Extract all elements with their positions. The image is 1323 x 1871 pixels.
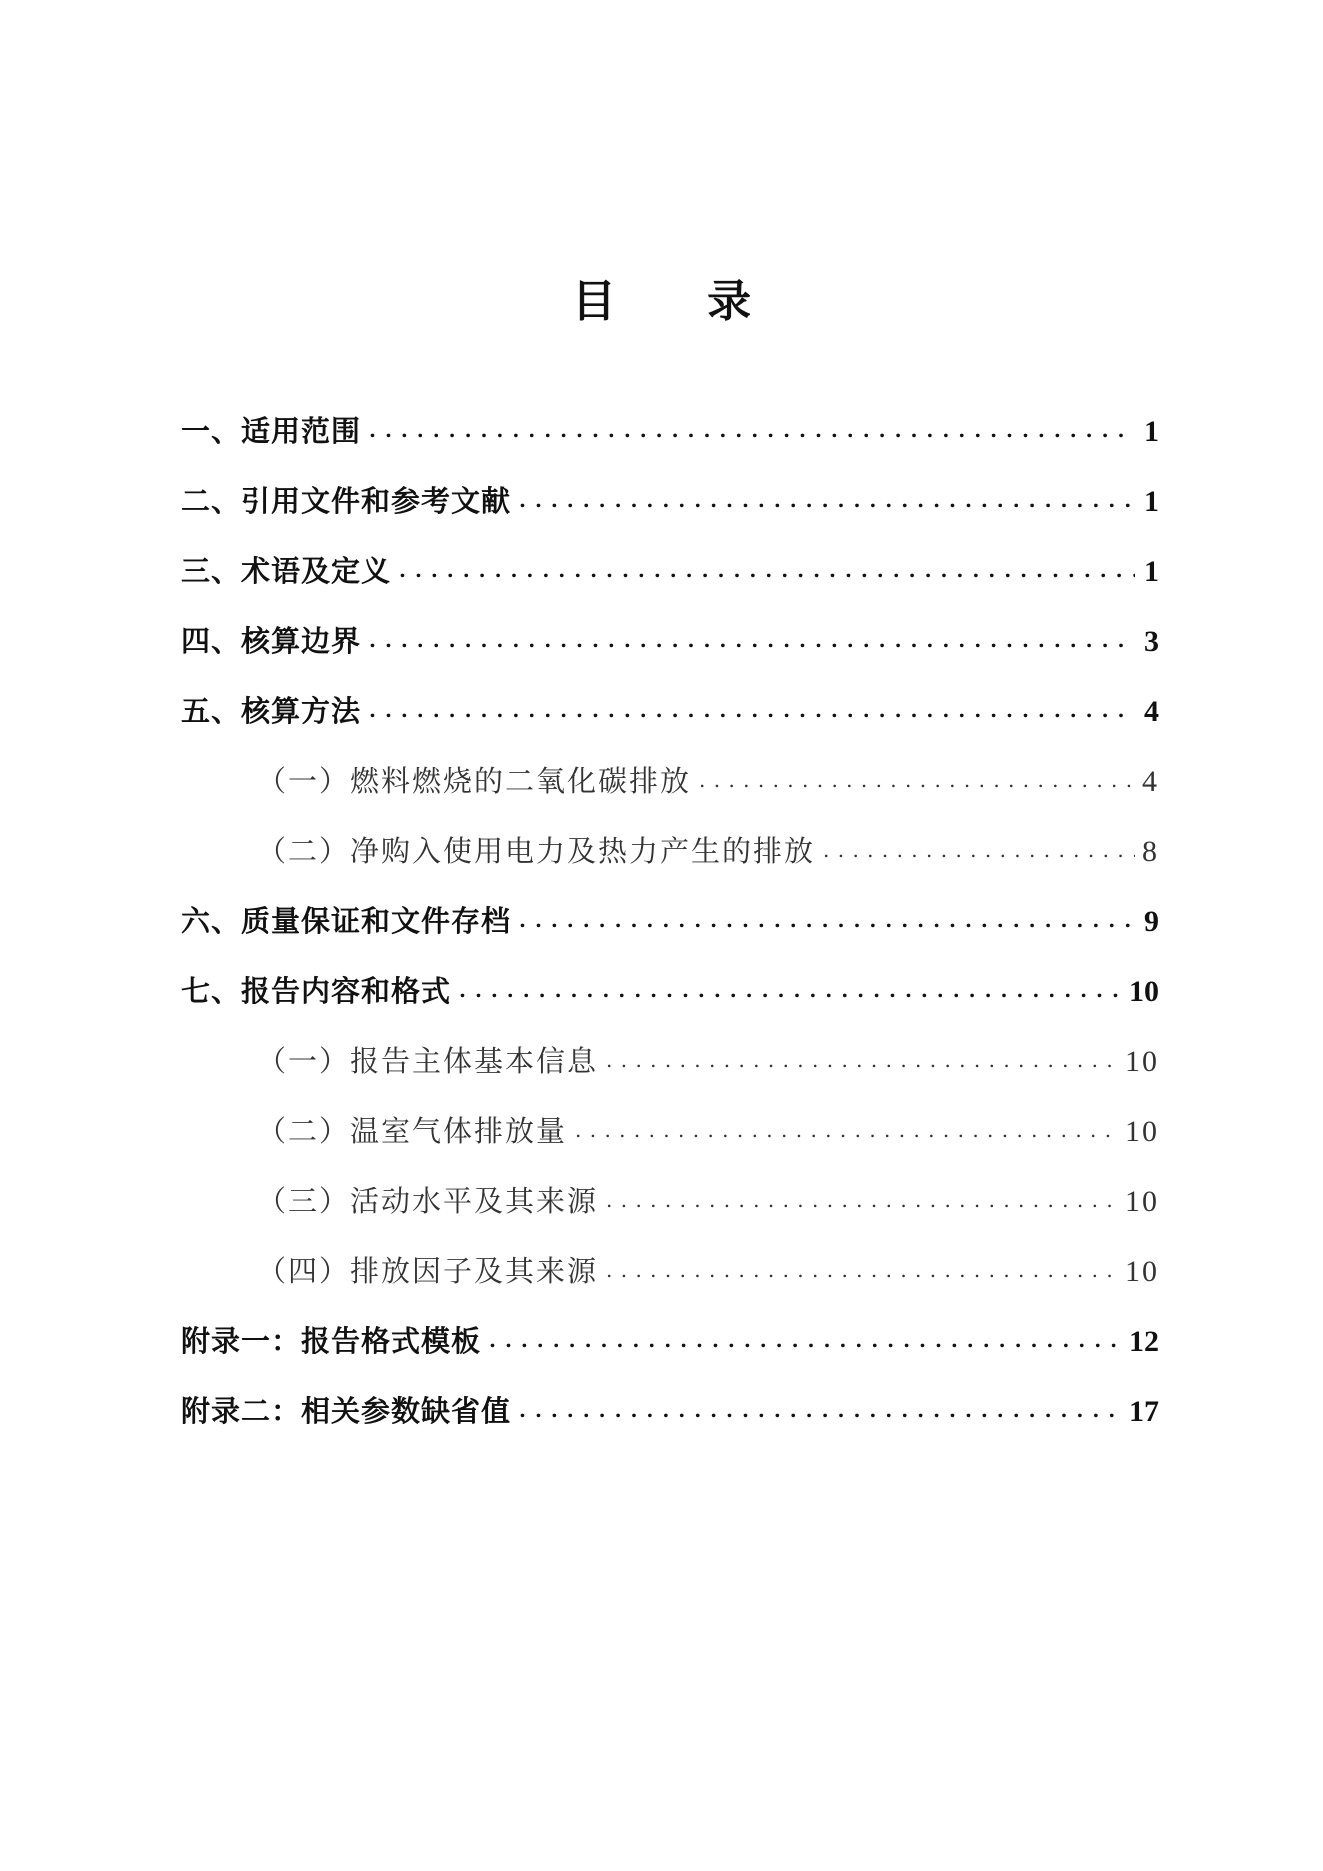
page-title: 目 录 [571, 276, 790, 327]
toc-entry-quality-assurance[interactable] [181, 886, 1159, 956]
toc-entry-label: 四、核算边界 [181, 624, 362, 658]
toc-dot-leader [606, 1232, 1119, 1305]
toc-dot-leader [369, 392, 1135, 465]
toc-entry-label: 一、适用范围 [181, 414, 362, 448]
toc-entry-label: 五、核算方法 [181, 694, 362, 728]
toc-subentry-electricity-heat[interactable] [181, 816, 1159, 886]
toc-dot-leader [606, 1022, 1119, 1095]
toc-subentry-activity-level[interactable] [181, 1166, 1159, 1236]
toc-entry-references[interactable] [181, 466, 1159, 536]
toc-page-number: 8 [1142, 835, 1159, 868]
toc-entry-scope[interactable] [181, 396, 1159, 466]
toc-entry-label: （一）报告主体基本信息 [257, 1044, 599, 1078]
toc-dot-leader [369, 672, 1135, 745]
toc-page-number: 9 [1144, 905, 1159, 938]
toc-entry-label: 六、质量保证和文件存档 [181, 904, 512, 938]
toc-entry-label: 附录一：报告格式模板 [181, 1324, 482, 1358]
toc-dot-leader [489, 1302, 1123, 1375]
toc-page-number: 12 [1129, 1325, 1159, 1358]
toc-page-number: 4 [1144, 695, 1159, 728]
toc-dot-leader [459, 952, 1123, 1025]
toc-page-number: 10 [1125, 1185, 1159, 1218]
toc-page-number: 17 [1129, 1395, 1159, 1428]
toc-entry-definitions[interactable] [181, 536, 1159, 606]
toc-entry-boundary[interactable] [181, 606, 1159, 676]
toc-subentry-ghg-emissions[interactable] [181, 1096, 1159, 1166]
toc-page-number: 10 [1125, 1045, 1159, 1078]
toc-dot-leader [519, 462, 1135, 535]
toc-entry-label: （三）活动水平及其来源 [257, 1184, 599, 1218]
toc-entry-label: 三、术语及定义 [181, 554, 392, 588]
toc-page-number: 10 [1129, 975, 1159, 1008]
toc-page-number: 3 [1144, 625, 1159, 658]
toc-dot-leader [606, 1162, 1119, 1235]
toc-page-number: 4 [1142, 765, 1159, 798]
toc-entry-label: （二）净购入使用电力及热力产生的排放 [257, 834, 816, 868]
toc-dot-leader [823, 812, 1135, 885]
toc-entry-label: （四）排放因子及其来源 [257, 1254, 599, 1288]
toc-entry-label: （一）燃料燃烧的二氧化碳排放 [257, 764, 692, 798]
toc-dot-leader [575, 1092, 1119, 1165]
toc-subentry-emission-factors[interactable] [181, 1236, 1159, 1306]
toc-subentry-fuel-combustion[interactable] [181, 746, 1159, 816]
toc-page-number: 10 [1125, 1115, 1159, 1148]
toc-page-number: 10 [1125, 1255, 1159, 1288]
toc-dot-leader [699, 742, 1135, 815]
toc-dot-leader [519, 882, 1135, 955]
toc-entry-label: 七、报告内容和格式 [181, 974, 452, 1008]
toc-entry-label: 附录二：相关参数缺省值 [181, 1394, 512, 1428]
toc-entry-appendix-2[interactable] [181, 1376, 1159, 1446]
toc-page-number: 1 [1144, 485, 1159, 518]
table-of-contents [181, 396, 1159, 1446]
toc-entry-appendix-1[interactable] [181, 1306, 1159, 1376]
toc-dot-leader [399, 532, 1135, 605]
toc-dot-leader [519, 1372, 1123, 1445]
toc-entry-label: （二）温室气体排放量 [257, 1114, 568, 1148]
toc-page-number: 1 [1144, 555, 1159, 588]
toc-page-number: 1 [1144, 415, 1159, 448]
toc-entry-report-format[interactable] [181, 956, 1159, 1026]
toc-entry-methods[interactable] [181, 676, 1159, 746]
toc-subentry-basic-info[interactable] [181, 1026, 1159, 1096]
toc-entry-label: 二、引用文件和参考文献 [181, 484, 512, 518]
toc-dot-leader [369, 602, 1135, 675]
